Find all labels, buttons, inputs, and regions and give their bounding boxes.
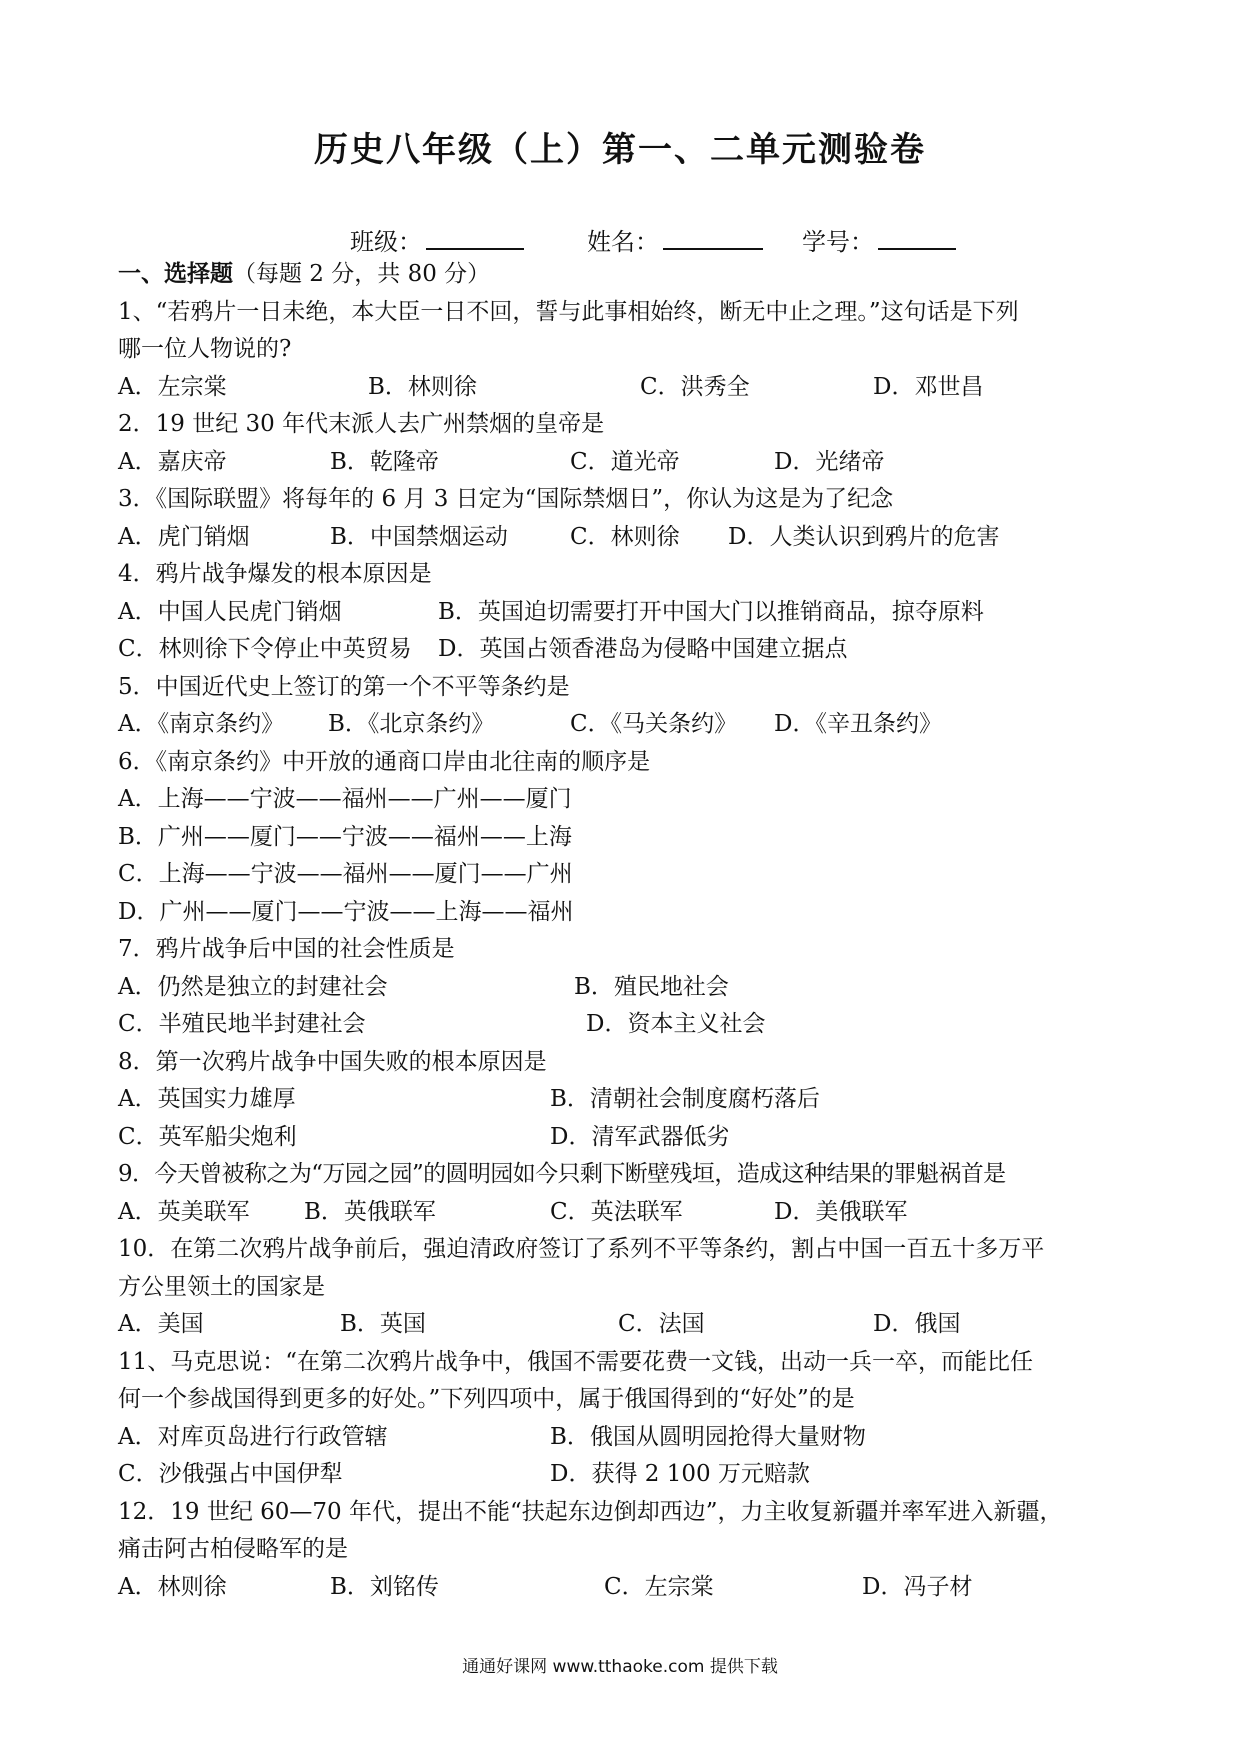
option-d[interactable]: D．邓世昌 [873, 373, 984, 400]
section-title: 一、选择题 [118, 261, 233, 287]
class-blank[interactable] [426, 224, 524, 250]
options-row [118, 969, 1128, 1007]
id-field [802, 222, 956, 257]
exam-title: 历史八年级（上）第一、二单元测验卷 [314, 130, 926, 170]
options-row [118, 369, 1128, 407]
question-1 [118, 294, 1128, 407]
options-row [118, 1081, 1128, 1119]
option-d[interactable]: D．光绪帝 [774, 448, 885, 475]
option-c[interactable]: C．英法联军 [550, 1198, 683, 1225]
option-a[interactable]: A．虎门销烟 [118, 523, 250, 550]
option-d[interactable]: D．英国占领香港岛为侵略中国建立据点 [438, 636, 848, 662]
option-b[interactable]: B．中国禁烟运动 [330, 523, 508, 550]
option-b[interactable]: B．乾隆帝 [330, 448, 439, 475]
question-2 [118, 406, 1128, 481]
name-field [587, 222, 763, 257]
question-12 [118, 1494, 1128, 1607]
option-b[interactable]: B．俄国从圆明园抢得大量财物 [550, 1423, 866, 1450]
options-row [118, 631, 1128, 669]
exam-content [118, 256, 1128, 1606]
question-stem: 何一个参战国得到更多的好处。”下列四项中，属于俄国得到的“好处”的是 [118, 1386, 855, 1412]
option-a[interactable]: A．林则徐 [118, 1573, 227, 1600]
option-b[interactable]: B．英国 [340, 1311, 426, 1337]
question-stem: 痛击阿古柏侵略军的是 [118, 1536, 348, 1562]
options-row [118, 1569, 1128, 1607]
option-c[interactable]: C．上海——宁波——福州——厦门——广州 [118, 861, 573, 887]
option-d[interactable]: D．人类认识到鸦片的危害 [728, 523, 1000, 550]
question-10 [118, 1231, 1128, 1344]
options-row [118, 1194, 1128, 1232]
question-stem: 7．鸦片战争后中国的社会性质是 [118, 936, 455, 962]
question-stem: 9．今天曾被称之为“万园之园”的圆明园如今只剩下断壁残垣，造成这种结果的罪魁祸首是 [118, 1161, 1006, 1187]
option-b[interactable]: B．《北京条约》 [328, 711, 495, 737]
option-d[interactable]: D．冯子材 [862, 1573, 973, 1600]
question-stem: 10．在第二次鸦片战争前后，强迫清政府签订了系列不平等条约，割占中国一百五十多万平 [118, 1236, 1045, 1262]
option-c[interactable]: C．半殖民地半封建社会 [118, 1011, 366, 1037]
footer-credit: 通通好课网 www.tthaoke.com 提供下载 [462, 1657, 778, 1677]
option-c[interactable]: C．沙俄强占中国伊犁 [118, 1461, 343, 1487]
options-row [118, 444, 1128, 482]
option-a[interactable]: A．美国 [118, 1311, 204, 1337]
section-heading [118, 256, 1128, 294]
options-row [118, 1119, 1128, 1157]
name-blank[interactable] [663, 224, 763, 250]
question-stem: 8．第一次鸦片战争中国失败的根本原因是 [118, 1048, 547, 1075]
option-d[interactable]: D．美俄联军 [774, 1198, 908, 1225]
question-stem: 3．《国际联盟》将每年的 6 月 3 日定为“国际禁烟日”，你认为这是为了纪念 [118, 486, 894, 512]
option-b[interactable]: B．殖民地社会 [574, 973, 729, 1000]
option-c[interactable]: C．左宗棠 [604, 1573, 714, 1600]
option-d[interactable]: D．广州——厦门——宁波——上海——福州 [118, 898, 574, 925]
question-5 [118, 669, 1128, 744]
question-4 [118, 556, 1128, 669]
option-a[interactable]: A．英国实力雄厚 [118, 1086, 296, 1112]
option-a[interactable]: A．左宗棠 [118, 373, 227, 400]
options-row [118, 706, 1128, 744]
question-7 [118, 931, 1128, 1044]
option-d[interactable]: D．获得 2 100 万元赔款 [550, 1461, 810, 1487]
option-d[interactable]: D．清军武器低劣 [550, 1123, 730, 1150]
option-a[interactable]: A．中国人民虎门销烟 [118, 598, 342, 625]
option-a[interactable]: A．仍然是独立的封建社会 [118, 973, 388, 1000]
class-label: 班级： [350, 228, 422, 256]
option-b[interactable]: B．刘铭传 [330, 1573, 439, 1600]
question-8 [118, 1044, 1128, 1157]
option-a[interactable]: A．嘉庆帝 [118, 448, 227, 475]
options-row [118, 1456, 1128, 1494]
option-c[interactable]: C．林则徐 [570, 523, 680, 550]
option-d[interactable]: D．资本主义社会 [586, 1011, 766, 1037]
option-c[interactable]: C．法国 [618, 1311, 705, 1337]
options-row [118, 594, 1128, 632]
option-c[interactable]: C．林则徐下令停止中英贸易 [118, 636, 412, 662]
id-blank[interactable] [878, 224, 956, 250]
options-row [118, 1419, 1128, 1457]
question-stem: 12．19 世纪 60—70 年代，提出不能“扶起东边倒却西边”，力主收复新疆并率军进入新疆， [118, 1498, 1063, 1525]
id-label: 学号： [802, 228, 874, 256]
option-c[interactable]: C．洪秀全 [640, 373, 750, 400]
options-row [118, 1006, 1128, 1044]
option-c[interactable]: C．《马关条约》 [570, 711, 738, 737]
question-stem: 2．19 世纪 30 年代末派人去广州禁烟的皇帝是 [118, 411, 605, 437]
question-stem: 4．鸦片战争爆发的根本原因是 [118, 561, 432, 587]
class-field [350, 222, 524, 257]
option-c[interactable]: C．英军船尖炮利 [118, 1123, 297, 1150]
question-stem: 11、马克思说：“在第二次鸦片战争中，俄国不需要花费一文钱，出动一兵一卒，而能比任 [118, 1348, 1034, 1375]
option-d[interactable]: D．《辛丑条约》 [774, 711, 942, 737]
option-a[interactable]: A．上海——宁波——福州——广州——厦门 [118, 786, 572, 812]
option-b[interactable]: B．清朝社会制度腐朽落后 [550, 1086, 820, 1112]
section-note: （每题 2 分，共 80 分） [233, 261, 491, 287]
question-stem: 方公里领土的国家是 [118, 1273, 325, 1300]
question-6 [118, 744, 1128, 932]
option-a[interactable]: A．《南京条约》 [118, 711, 285, 737]
question-stem: 哪一位人物说的? [118, 336, 292, 362]
question-stem: 1、“若鸦片一日未绝，本大臣一日不回，誓与此事相始终，断无中止之理。”这句话是下列 [118, 298, 1019, 325]
option-b[interactable]: B．英俄联军 [304, 1198, 436, 1225]
question-stem: 5．中国近代史上签订的第一个不平等条约是 [118, 673, 570, 700]
question-stem: 6．《南京条约》中开放的通商口岸由北往南的顺序是 [118, 748, 651, 775]
option-d[interactable]: D．俄国 [873, 1311, 961, 1337]
option-b[interactable]: B．林则徐 [368, 373, 477, 400]
question-9 [118, 1156, 1128, 1231]
options-row [118, 1306, 1128, 1344]
option-b[interactable]: B．广州——厦门——宁波——福州——上海 [118, 823, 572, 850]
option-b[interactable]: B．英国迫切需要打开中国大门以推销商品，掠夺原料 [438, 598, 984, 625]
option-a[interactable]: A．对库页岛进行行政管辖 [118, 1423, 388, 1450]
options-row [118, 519, 1128, 557]
question-11 [118, 1344, 1128, 1494]
question-3 [118, 481, 1128, 556]
option-a[interactable]: A．英美联军 [118, 1198, 250, 1225]
option-c[interactable]: C．道光帝 [570, 448, 680, 475]
name-label: 姓名： [587, 228, 659, 256]
